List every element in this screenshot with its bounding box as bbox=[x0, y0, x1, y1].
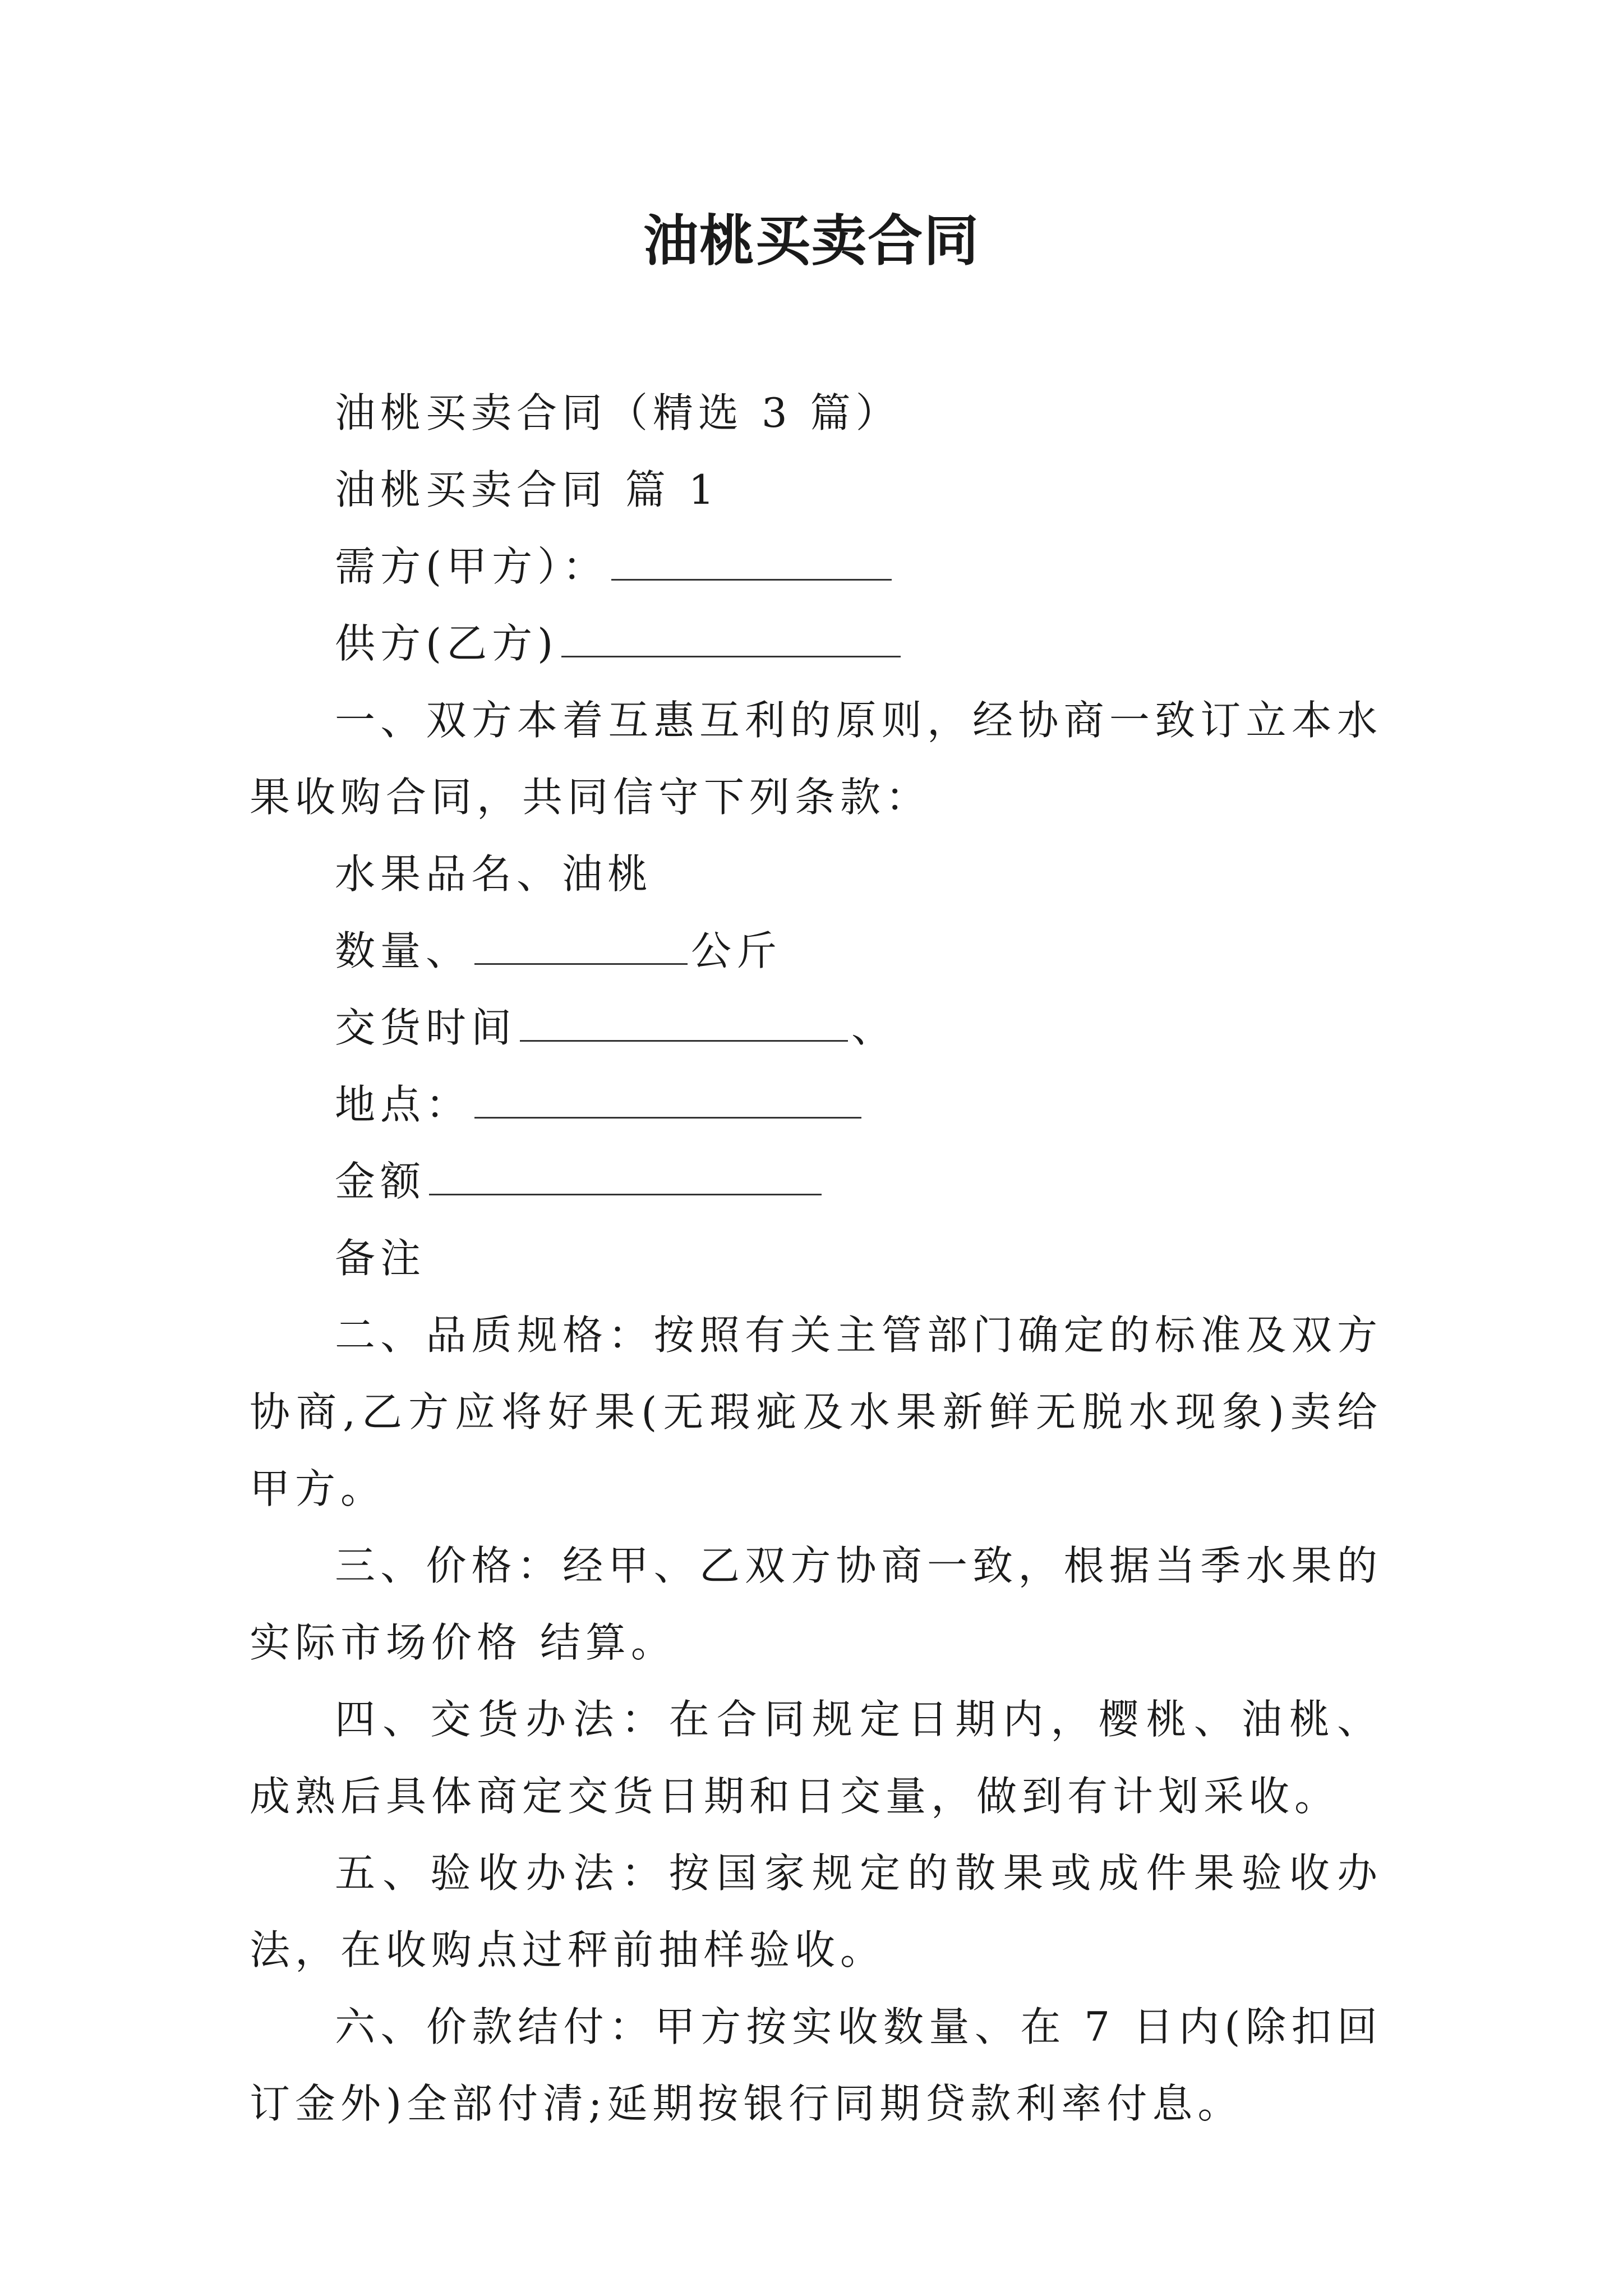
place-line bbox=[250, 1066, 1382, 1143]
clause-4: 四、交货办法：在合同规定日期内，樱桃、油桃、 成熟后具体商定交货日期和日交量，做到有计划采收。 bbox=[250, 1696, 1382, 1820]
quantity-label: 数量、 bbox=[335, 927, 472, 974]
delivery-time-line bbox=[250, 990, 1382, 1066]
place-label: 地点： bbox=[335, 1081, 472, 1128]
clause-2: 二、品质规格：按照有关主管部门确定的标准及双方协商,乙方应将好果(无瑕疵及水果新鲜无脱水现象)卖给甲方。 bbox=[250, 1312, 1382, 1512]
amount-line bbox=[250, 1143, 1382, 1220]
seller-label: 供方(乙方) bbox=[335, 620, 559, 667]
quantity-line bbox=[250, 913, 1382, 990]
delivery-time-blank bbox=[520, 1018, 848, 1042]
buyer-label: 需方(甲方）： bbox=[335, 543, 608, 590]
place-blank bbox=[474, 1094, 861, 1119]
document-body bbox=[250, 375, 1382, 2142]
seller-line bbox=[250, 605, 1382, 682]
fruit-name-line: 水果品名、油桃 bbox=[335, 850, 653, 898]
clause-3: 三、价格：经甲、乙双方协商一致，根据当季水果的实际市场价格 结算。 bbox=[250, 1542, 1382, 1666]
remarks-line: 备注 bbox=[335, 1235, 426, 1282]
buyer-blank bbox=[611, 556, 892, 581]
document-title: 油桃买卖合同 bbox=[643, 209, 980, 273]
clause-6: 六、价款结付：甲方按实收数量、在 7 日内(除扣回订金外)全部付清;延期按银行同期贷款利率付息。 bbox=[250, 2003, 1382, 2127]
document-subtitle: 油桃买卖合同（精选 3 篇） bbox=[335, 389, 901, 436]
delivery-time-label: 交货时间 bbox=[335, 1004, 517, 1051]
clause-1: 一、双方本着互惠互利的原则，经协商一致订立本水果收购合同，共同信守下列条款： bbox=[250, 697, 1382, 821]
quantity-unit: 公斤 bbox=[691, 927, 782, 974]
seller-blank bbox=[561, 633, 901, 657]
buyer-line bbox=[250, 528, 1382, 605]
delivery-time-suffix: 、 bbox=[851, 1004, 897, 1051]
amount-label: 金额 bbox=[335, 1158, 426, 1205]
quantity-blank bbox=[474, 941, 688, 965]
amount-blank bbox=[429, 1171, 822, 1195]
clause-5: 五、验收办法：按国家规定的散果或成件果验收办法，在收购点过秤前抽样验收。 bbox=[250, 1849, 1382, 1973]
section-heading: 油桃买卖合同 篇 1 bbox=[335, 466, 720, 513]
